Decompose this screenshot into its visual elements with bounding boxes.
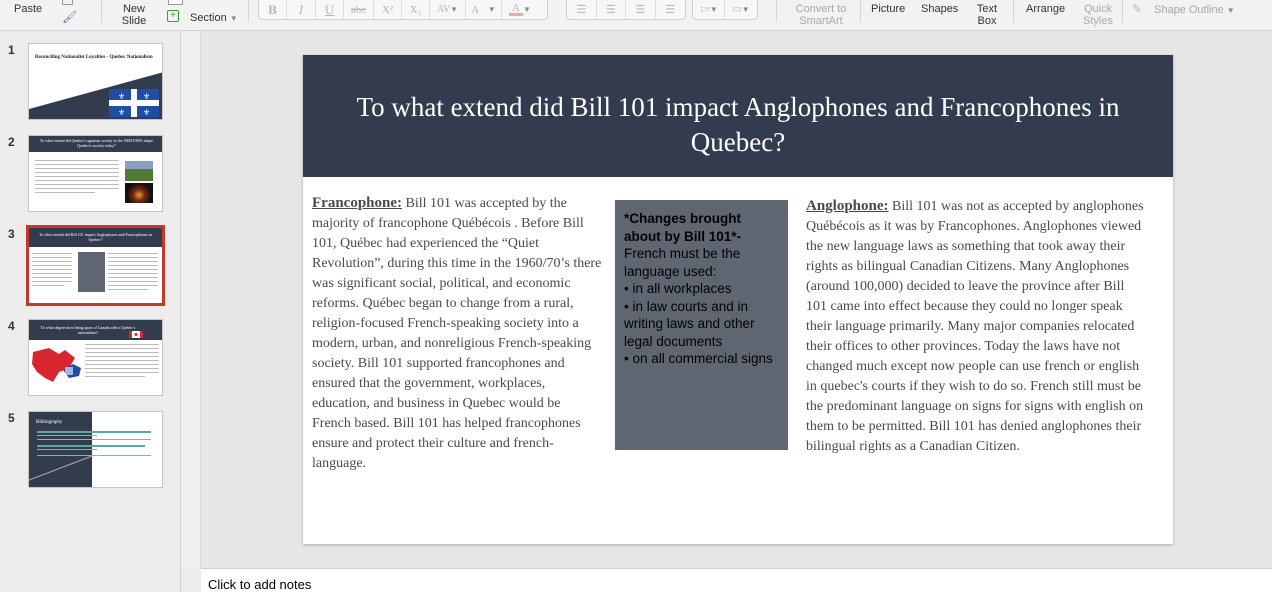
- text-line: [32, 281, 72, 282]
- paste-button[interactable]: Paste: [14, 3, 43, 15]
- thumbnail-grey-box: [78, 252, 105, 292]
- text-line: [32, 277, 72, 278]
- text-line: [35, 160, 119, 161]
- text-line: [85, 348, 159, 349]
- text-line: [32, 269, 72, 270]
- slide-canvas[interactable]: [303, 55, 1173, 544]
- thumbnail-title: To what extend did Bill 101 impact Anglophones and Francophones in Quebec?: [38, 232, 153, 242]
- thumbnail-title: Bibliography: [36, 420, 63, 425]
- changes-box[interactable]: [615, 200, 788, 450]
- separator: [776, 0, 777, 22]
- thumbnail-graphic: [29, 320, 163, 396]
- separator: [860, 0, 861, 22]
- convert-label-1: Convert to: [795, 3, 847, 15]
- columns-icon: ▭: [732, 4, 742, 15]
- chevron-down-icon: ▼: [229, 14, 238, 23]
- text-line: [32, 273, 72, 274]
- change-case-icon: A⃝: [471, 3, 488, 16]
- shapes-button[interactable]: Shapes: [921, 3, 959, 15]
- quick-styles-label-1: Quick: [1083, 3, 1113, 15]
- text-line: [32, 285, 64, 286]
- text-line: [85, 356, 159, 357]
- new-slide-label-2: Slide: [121, 15, 147, 27]
- text-line: [35, 176, 119, 177]
- text-line: [108, 273, 158, 274]
- text-line: [35, 192, 95, 193]
- francophone-text: Bill 101 was accepted by the majority of francophone Québécois . Before Bill 101, Québec had experienced the “Quiet Revolution”, during this time in the 1960/70’s there was significant social, political, and economic reforms. Québec began to change from a rural, religion-focused French-speaking society into a modern, urban, and nonreligious French-speaking society. Bill 101 supported francophones and ensured that the government, workplaces, education, and business in Quebec would be French based. Bill 101 has helped francophones ensure and protect their culture and french- language.: [312, 196, 602, 471]
- anglophone-label: Anglophone:: [806, 198, 889, 214]
- text-line: [32, 257, 72, 258]
- ribbon: [0, 0, 1272, 31]
- text-line: [32, 265, 72, 266]
- new-slide-label-1: New: [122, 3, 145, 15]
- chevron-down-icon: ▼: [709, 5, 718, 14]
- changes-item: • in law courts and in writing laws and other legal documents: [624, 298, 755, 349]
- changes-item: • in all workplaces: [624, 281, 732, 296]
- text-line: [32, 261, 72, 262]
- text-line: [35, 188, 119, 189]
- font-color-button[interactable]: [502, 0, 538, 19]
- picture-button[interactable]: Picture: [871, 3, 906, 15]
- anglophone-textbox[interactable]: [806, 196, 1146, 457]
- changes-item: • on all commercial signs: [624, 351, 773, 366]
- bold-button[interactable]: B: [259, 0, 287, 19]
- text-line: [35, 164, 119, 165]
- text-box-label-1: Text: [976, 3, 998, 15]
- text-box-label-2: Box: [977, 15, 997, 27]
- svg-text:⚜: ⚜: [143, 92, 151, 101]
- strikethrough-button[interactable]: abc: [344, 0, 374, 19]
- font-format-group: [258, 0, 548, 20]
- thumbnail-title: Reconciling Nationalist Loyalties - Quebec Nationalism: [35, 55, 153, 60]
- separator: [248, 0, 249, 22]
- text-line: [108, 277, 158, 278]
- thumbnail-graphic: [29, 412, 163, 488]
- text-line: [108, 257, 158, 258]
- text-line: [108, 253, 158, 254]
- text-line: [108, 261, 158, 262]
- text-box-button[interactable]: [972, 3, 1002, 27]
- section-add-icon: +: [167, 10, 179, 22]
- text-line: [32, 253, 72, 254]
- text-line: [108, 281, 158, 282]
- anglophone-text: Bill 101 was not as accepted by anglophones Québécois as it was by Francophones. Anglophones viewed the new language laws as something that took away their rights as bilingual Canadian Citizens. Many Anglophones (around 100,000) decided to leave the province after Bill 101 came into effect because they could no longer speak their language primarily. Many major companies relocated their offices to other provinces. Today the laws have not changed much except now people can use french or english in quebec's courts if they wish to do so. French still must be the predominant language on signs for signs with english on them to be permitted. Bill 101 has denied anglophones their bilingual rights as a Canadian Citizen.: [806, 199, 1144, 454]
- align-center-icon[interactable]: ☰: [597, 0, 627, 19]
- line-spacing-icon: ↕≡: [699, 4, 710, 15]
- francophone-label: Francophone:: [312, 195, 402, 211]
- columns-button[interactable]: [725, 0, 757, 19]
- slide-editing-area: [201, 31, 1272, 568]
- shape-outline-button[interactable]: [1154, 4, 1235, 17]
- notes-pane[interactable]: [201, 568, 1272, 592]
- text-line: [108, 269, 158, 270]
- convert-label-2: SmartArt: [799, 15, 843, 27]
- subscript-button[interactable]: X₂: [402, 0, 430, 19]
- fire-photo: [125, 183, 153, 203]
- changes-intro: French must be the language used:: [624, 246, 741, 279]
- svg-text:⚜: ⚜: [143, 108, 151, 117]
- quick-styles-label-2: Styles: [1083, 15, 1113, 27]
- underline-button[interactable]: U: [316, 0, 344, 19]
- chevron-down-icon: ▼: [741, 5, 750, 14]
- separator: [1013, 0, 1014, 22]
- superscript-button[interactable]: X²: [374, 0, 402, 19]
- convert-to-smartart-button[interactable]: [790, 3, 852, 27]
- slide-thumbnail-1[interactable]: [28, 43, 163, 120]
- slide-thumbnail-3-selected[interactable]: [26, 225, 165, 306]
- text-line: [85, 372, 159, 373]
- text-line: [85, 360, 159, 361]
- arrange-button[interactable]: Arrange: [1026, 3, 1066, 15]
- slide-thumbnails-pane[interactable]: [0, 31, 181, 592]
- separator: [101, 0, 102, 22]
- slide-thumbnail-5[interactable]: [28, 411, 163, 488]
- spacing-label: AV: [436, 4, 451, 15]
- separator: [1122, 0, 1123, 22]
- change-case-button[interactable]: [466, 0, 502, 19]
- paragraph-spacing-group: [692, 0, 758, 20]
- slide-number: 4: [8, 319, 15, 333]
- slide-thumbnail-4[interactable]: [28, 319, 163, 396]
- text-line: [108, 285, 158, 286]
- slide-number: 5: [8, 411, 15, 425]
- slide-thumbnail-2[interactable]: [28, 135, 163, 212]
- text-line: [85, 368, 159, 369]
- text-line: [85, 344, 159, 345]
- format-painter-icon[interactable]: 🖌: [62, 10, 78, 24]
- svg-text:⚜: ⚜: [118, 92, 126, 101]
- slide-title[interactable]: To what extend did Bill 101 impact Anglophones and Francophones in Quebec?: [303, 55, 1173, 177]
- line-spacing-button[interactable]: [693, 0, 725, 19]
- chevron-down-icon: ▼: [450, 5, 459, 14]
- copy-icon[interactable]: [62, 0, 73, 5]
- text-line: [35, 172, 119, 173]
- slide-number: 3: [8, 227, 15, 241]
- text-line: [108, 265, 158, 266]
- text-line: [85, 352, 159, 353]
- changes-heading: *Changes brought about by Bill 101*-: [624, 211, 742, 244]
- italic-button[interactable]: I: [287, 0, 316, 19]
- francophone-textbox[interactable]: [312, 193, 602, 474]
- text-line: [35, 168, 119, 169]
- farm-photo: [125, 161, 153, 181]
- text-line: [85, 364, 159, 365]
- font-color-icon: A: [509, 3, 523, 16]
- svg-text:⚜: ⚜: [118, 108, 126, 117]
- layout-icon[interactable]: [168, 0, 183, 5]
- slide-number: 1: [8, 43, 15, 57]
- text-line: [108, 289, 148, 290]
- text-line: [85, 376, 145, 377]
- quick-styles-button[interactable]: [1080, 3, 1116, 27]
- section-label: Section: [190, 12, 227, 24]
- thumbnail-graphic: [29, 44, 163, 120]
- justify-icon[interactable]: ☰: [665, 4, 676, 16]
- shape-outline-label: Shape Outline: [1154, 4, 1224, 16]
- thumbnail-title: To what degree does being apart of Canada affect Quebec's nationalism?: [40, 325, 136, 335]
- chevron-down-icon: ▼: [1226, 6, 1235, 15]
- pencil-icon: ✎: [1132, 2, 1143, 16]
- character-spacing-button[interactable]: [430, 0, 466, 19]
- align-right-icon[interactable]: ☰: [626, 0, 656, 19]
- paragraph-align-group: [566, 0, 686, 20]
- thumbnail-title: To what extend did Quebec's agrarian society in the 1800/1900's shape Quebec's society today?: [39, 138, 154, 148]
- new-slide-button[interactable]: [112, 3, 156, 27]
- text-line: [35, 180, 119, 181]
- align-left-icon[interactable]: ☰: [567, 0, 597, 19]
- chevron-down-icon: ▼: [487, 5, 496, 14]
- notes-placeholder: Click to add notes: [208, 577, 312, 592]
- slide-number: 2: [8, 135, 15, 149]
- chevron-down-icon: ▼: [523, 5, 531, 14]
- text-line: [35, 184, 119, 185]
- section-button[interactable]: [190, 12, 238, 25]
- pane-splitter[interactable]: [181, 31, 201, 568]
